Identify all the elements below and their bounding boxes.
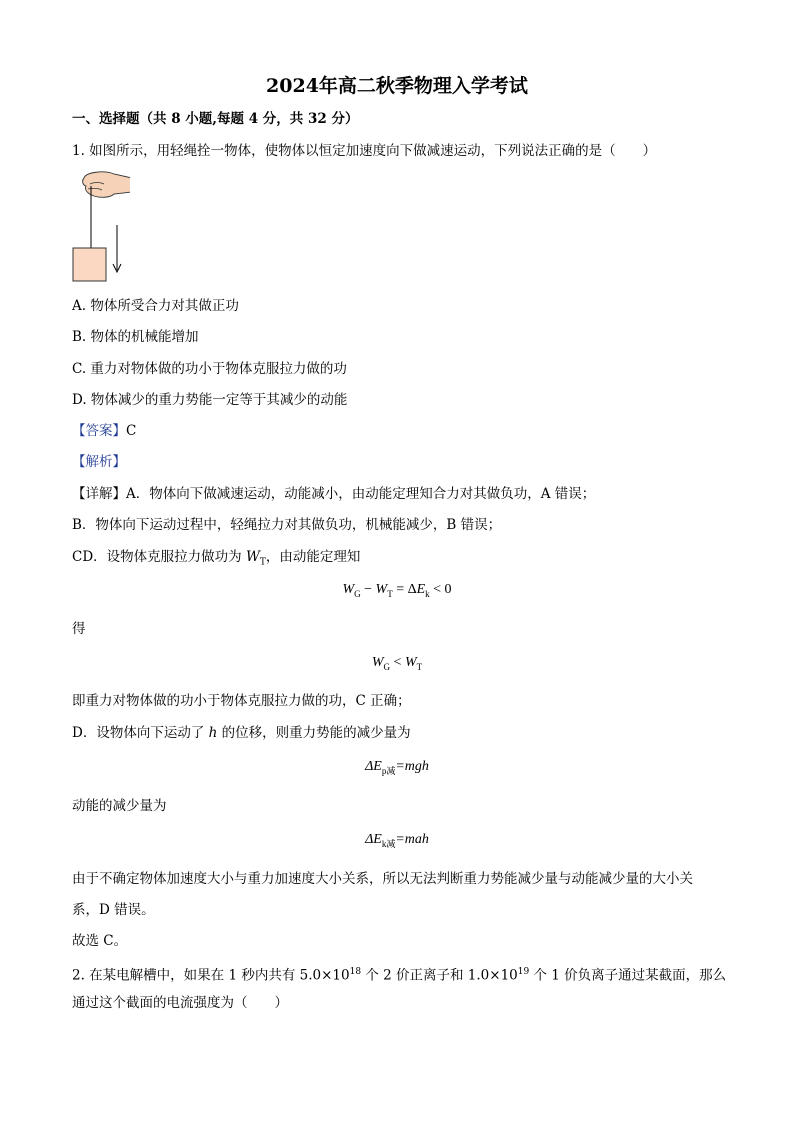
detail-cd [72,548,360,572]
detail-cd-suffix: ，由动能定理知 [265,549,361,565]
detail-label: 【详解】 [72,486,126,502]
detail-cd-prefix: CD．设物体克服拉力做功为 [72,549,246,565]
option-c: C. 重力对物体做的功小于物体克服拉力做的功 [72,361,347,377]
section-heading: 一、选择题（共 8 小题,每题 4 分，共 32 分） [72,111,359,127]
final-text-1: 由于不确定物体加速度大小与重力加速度大小关系，所以无法判断重力势能减少量与动能减少量的大小关 [72,871,693,887]
hand-rope-block-figure [70,170,130,285]
de-text: 得 [72,621,86,637]
question-2-stem-2: 通过这个截面的电流强度为（ ） [72,995,288,1011]
question-2-stem-1: 2. 在某电解槽中，如果在 1 秒内共有 $5.0\times 10^{18}$ 个 2 价正离子和 $1.0\times 10^{19}$ 个 1 价负离子通过某截面，那么 [72,967,727,984]
equation-3: $\Delta E_{p减}=mgh$ [365,759,429,776]
conclusion-c: 即重力对物体做的功小于物体克服拉力做的功，C 正确； [72,693,411,709]
hand-icon [83,172,130,197]
block [73,248,106,281]
detail-a: A．物体向下做减速运动，动能减小，由动能定理知合力对其做负功，A 错误； [126,486,596,502]
equation-2: $W_G < W_T$ [371,655,423,672]
option-a: A. 物体所受合力对其做正功 [72,298,239,314]
equation-4: $\Delta E_{k减}=mah$ [365,832,429,849]
option-d: D. 物体减少的重力势能一定等于其减少的动能 [72,392,348,408]
final-text-2: 系，D 错误。 [72,902,155,918]
kinetic-label: 动能的减少量为 [72,798,167,814]
detail-d-suffix: 的位移，则重力势能的减少量为 [217,725,411,741]
answer-line [72,422,136,440]
option-b: B. 物体的机械能增加 [72,329,199,345]
detail-b: B．物体向下运动过程中，轻绳拉力对其做负功，机械能减少，B 错误； [72,517,502,533]
var-w-sub: T [259,557,266,568]
detail-d [72,724,411,742]
choose-text: 故选 C。 [72,933,128,949]
question-1-stem: 1. 如图所示，用轻绳拴一物体，使物体以恒定加速度向下做减速运动，下列说法正确的是（ ） [72,143,657,159]
analysis-label: 【解析】 [72,454,126,470]
answer-value: C [126,423,137,439]
detail-a-line [72,485,595,503]
var-w: W [245,549,260,565]
detail-d-prefix: D．设物体向下运动了 [72,725,209,741]
equation-1: $W_G - W_T = \Delta E_k < 0$ [342,582,452,599]
page-title: 2024年高二秋季物理入学考试 [266,75,528,97]
answer-label: 【答案】 [72,423,126,439]
var-h: h [208,725,218,741]
